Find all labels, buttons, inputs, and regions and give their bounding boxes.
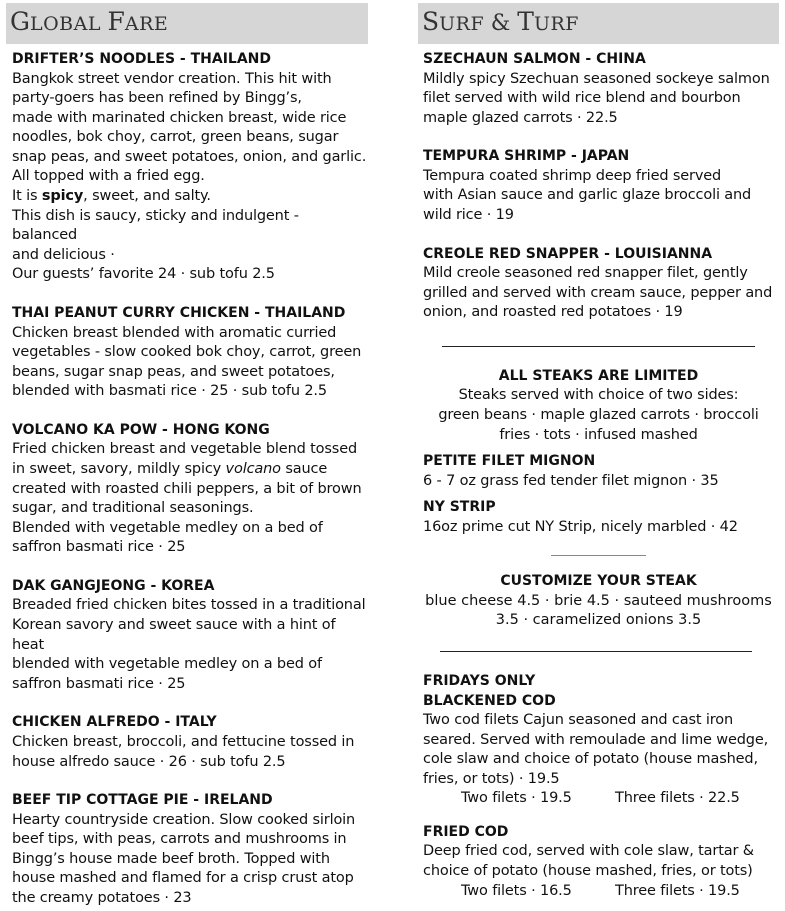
fried-cod-price-row	[423, 882, 779, 902]
section-header-global-fare	[6, 3, 368, 44]
header-initial: F	[107, 7, 125, 36]
item-line: filet served with wild rice blend and bourbon	[423, 90, 741, 107]
item-line: party-goers has been refined by Bingg’s,	[12, 90, 302, 107]
fridays-title: FRIDAYS ONLY	[423, 673, 536, 689]
item-line: snap peas, and sweet potatoes, onion, and garlic.	[12, 148, 367, 165]
item-line: Tempura coated shrimp deep fried served	[423, 167, 722, 184]
section-header-surf-turf	[418, 3, 779, 44]
item-line: Mildly spicy Szechuan seasoned sockeye salmon	[423, 70, 770, 87]
text-span: , sweet, and salty.	[83, 188, 211, 205]
steaks-line: fries · tots · infused mashed	[499, 426, 698, 443]
menu-item-beef-tip-cottage-pie	[6, 791, 368, 908]
customize-line: 3.5 · caramelized onions 3.5	[495, 612, 702, 629]
item-line: Two cod filets Cajun seasoned and cast iron	[423, 712, 734, 728]
menu-item-thai-peanut-curry	[6, 304, 368, 402]
item-line: the creamy potatoes · 23	[12, 890, 192, 906]
menu-item-szechuan-salmon	[418, 50, 779, 128]
item-line: wild rice · 19	[423, 206, 514, 223]
item-line: house alfredo sauce · 26 · sub tofu 2.5	[12, 753, 286, 770]
item-line: Blended with vegetable medley on a bed of	[12, 519, 323, 536]
item-title: PETITE FILET MIGNON	[423, 453, 596, 470]
surf-and-turf-section	[418, 0, 779, 901]
item-line: saffron basmati rice · 25	[12, 539, 186, 556]
item-line: blended with vegetable medley on a bed of	[12, 656, 322, 673]
header-initial: S	[422, 7, 440, 36]
menu-item-ny-strip	[418, 498, 779, 537]
item-line: Bingg’s house made beef broth. Topped with	[12, 850, 330, 867]
cod-price-row	[423, 789, 779, 809]
item-title: VOLCANO KA POW - HONG KONG	[12, 421, 270, 438]
item-line: Chicken breast blended with aromatic curried	[12, 324, 337, 341]
item-line: Mild creole seasoned red snapper filet, gently	[423, 265, 748, 282]
item-line: and delicious ·	[12, 246, 115, 263]
item-line: 16oz prime cut NY Strip, nicely marbled · 42	[423, 518, 738, 535]
item-title: DRIFTER’S NOODLES - THAILAND	[12, 51, 272, 67]
item-line: choice of potato (house mashed, fries, or tots)	[423, 863, 753, 880]
menu-item-tempura-shrimp	[418, 147, 779, 225]
header-text: URF	[439, 13, 491, 35]
global-fare-section	[6, 0, 368, 909]
item-title: SZECHAUN SALMON - CHINA	[423, 51, 646, 67]
menu-item-creole-red-snapper	[418, 245, 779, 323]
customize-title: CUSTOMIZE YOUR STEAK	[500, 573, 697, 590]
text-span: sauce	[280, 461, 328, 477]
steaks-title: ALL STEAKS ARE LIMITED	[498, 367, 699, 384]
item-line: All topped with a fried egg.	[12, 168, 205, 185]
item-line: saffron basmati rice · 25	[12, 675, 186, 692]
steaks-line: green beans · maple glazed carrots · broccoli	[438, 406, 759, 423]
item-title: BEEF TIP COTTAGE PIE - IRELAND	[12, 792, 273, 809]
item-line: sugar, and traditional seasonings.	[12, 500, 254, 517]
steaks-line: Steaks served with choice of two sides:	[458, 387, 739, 404]
item-title: NY STRIP	[423, 499, 496, 516]
two-filets-price: Two filets · 16.5	[461, 882, 572, 899]
item-line: onion, and roasted red potatoes · 19	[423, 304, 683, 321]
two-filets-price: Two filets · 19.5	[461, 790, 572, 807]
item-line: blended with basmati rice · 25 · sub tofu 2.5	[12, 383, 327, 400]
item-title: BLACKENED COD	[423, 692, 556, 709]
item-line: vegetables - slow cooked bok choy, carrot, green	[12, 344, 362, 361]
item-line: maple glazed carrots · 22.5	[423, 109, 618, 126]
spicy-emphasis: spicy	[41, 188, 84, 205]
item-line-spicy	[12, 187, 368, 207]
text-span: in sweet, savory, mildly spicy	[12, 461, 226, 477]
volcano-emphasis: volcano	[225, 461, 281, 477]
item-line: Hearty countryside creation. Slow cooked sirloin	[12, 811, 356, 828]
item-title: CHICKEN ALFREDO - ITALY	[12, 714, 217, 731]
menu-item-volcano-ka-pow	[6, 421, 368, 558]
item-line: cole slaw and choice of potato (house mashed,	[423, 751, 758, 768]
item-line: with Asian sauce and garlic glaze broccoli and	[423, 187, 752, 204]
item-title: FRIED COD	[423, 823, 509, 840]
item-line: beef tips, with peas, carrots and mushrooms in	[12, 831, 347, 848]
item-line: 6 - 7 oz grass fed tender filet mignon · 35	[423, 472, 719, 489]
three-filets-price: Three filets · 19.5	[615, 882, 740, 899]
item-line: This dish is saucy, sticky and indulgent - balanced	[12, 207, 299, 244]
item-title: CREOLE RED SNAPPER - LOUISIANNA	[423, 245, 713, 262]
fridays-only-section	[418, 672, 779, 901]
item-line: noodles, bok choy, carrot, green beans, sugar	[12, 129, 339, 146]
item-line: Breaded fried chicken bites tossed in a traditional	[12, 597, 366, 614]
item-line: Chicken breast, broccoli, and fettucine tossed in	[12, 733, 355, 750]
item-line: Fried chicken breast and vegetable blend tossed	[12, 441, 358, 458]
menu-item-chicken-alfredo	[6, 713, 368, 772]
header-text: ARE	[124, 13, 169, 35]
item-line: Korean savory and sweet sauce with a hint of heat	[12, 617, 336, 653]
item-line: Deep fried cod, served with cole slaw, tartar &	[423, 843, 754, 860]
header-initial: T	[517, 7, 534, 36]
header-text: URF	[533, 13, 579, 35]
item-title: DAK GANGJEONG - KOREA	[12, 577, 215, 594]
text-span: It is	[12, 188, 42, 205]
item-line: beans, sugar snap peas, and sweet potatoes,	[12, 363, 335, 380]
menu-item-petite-filet	[418, 452, 779, 491]
customize-steak	[418, 572, 779, 631]
item-line: made with marinated chicken breast, wide rice	[12, 109, 347, 126]
header-ampersand: &	[490, 11, 518, 36]
item-line: Bangkok street vendor creation. This hit with	[12, 70, 332, 87]
item-line: created with roasted chili peppers, a bit of brown	[12, 480, 362, 497]
steaks-info	[418, 367, 779, 445]
customize-line: blue cheese 4.5 · brie 4.5 · sauteed mushrooms	[425, 592, 772, 609]
three-filets-price: Three filets · 22.5	[615, 790, 740, 807]
header-initial: G	[10, 7, 30, 36]
item-line: Our guests’ favorite 24 · sub tofu 2.5	[12, 266, 275, 283]
item-line: fries, or tots) · 19.5	[423, 770, 560, 787]
item-line: seared. Served with remoulade and lime wedge,	[423, 731, 769, 748]
menu-item-dak-gangjeong	[6, 577, 368, 694]
menu-item-drifters-noodles	[6, 50, 368, 285]
item-line: house mashed and flamed for a crisp crust atop	[12, 870, 354, 887]
header-text: LOBAL	[29, 13, 108, 35]
item-title: TEMPURA SHRIMP - JAPAN	[423, 148, 630, 165]
item-title: THAI PEANUT CURRY CHICKEN - THAILAND	[12, 305, 346, 322]
item-line: grilled and served with cream sauce, pepper and	[423, 284, 773, 301]
item-line-italic	[12, 460, 368, 480]
